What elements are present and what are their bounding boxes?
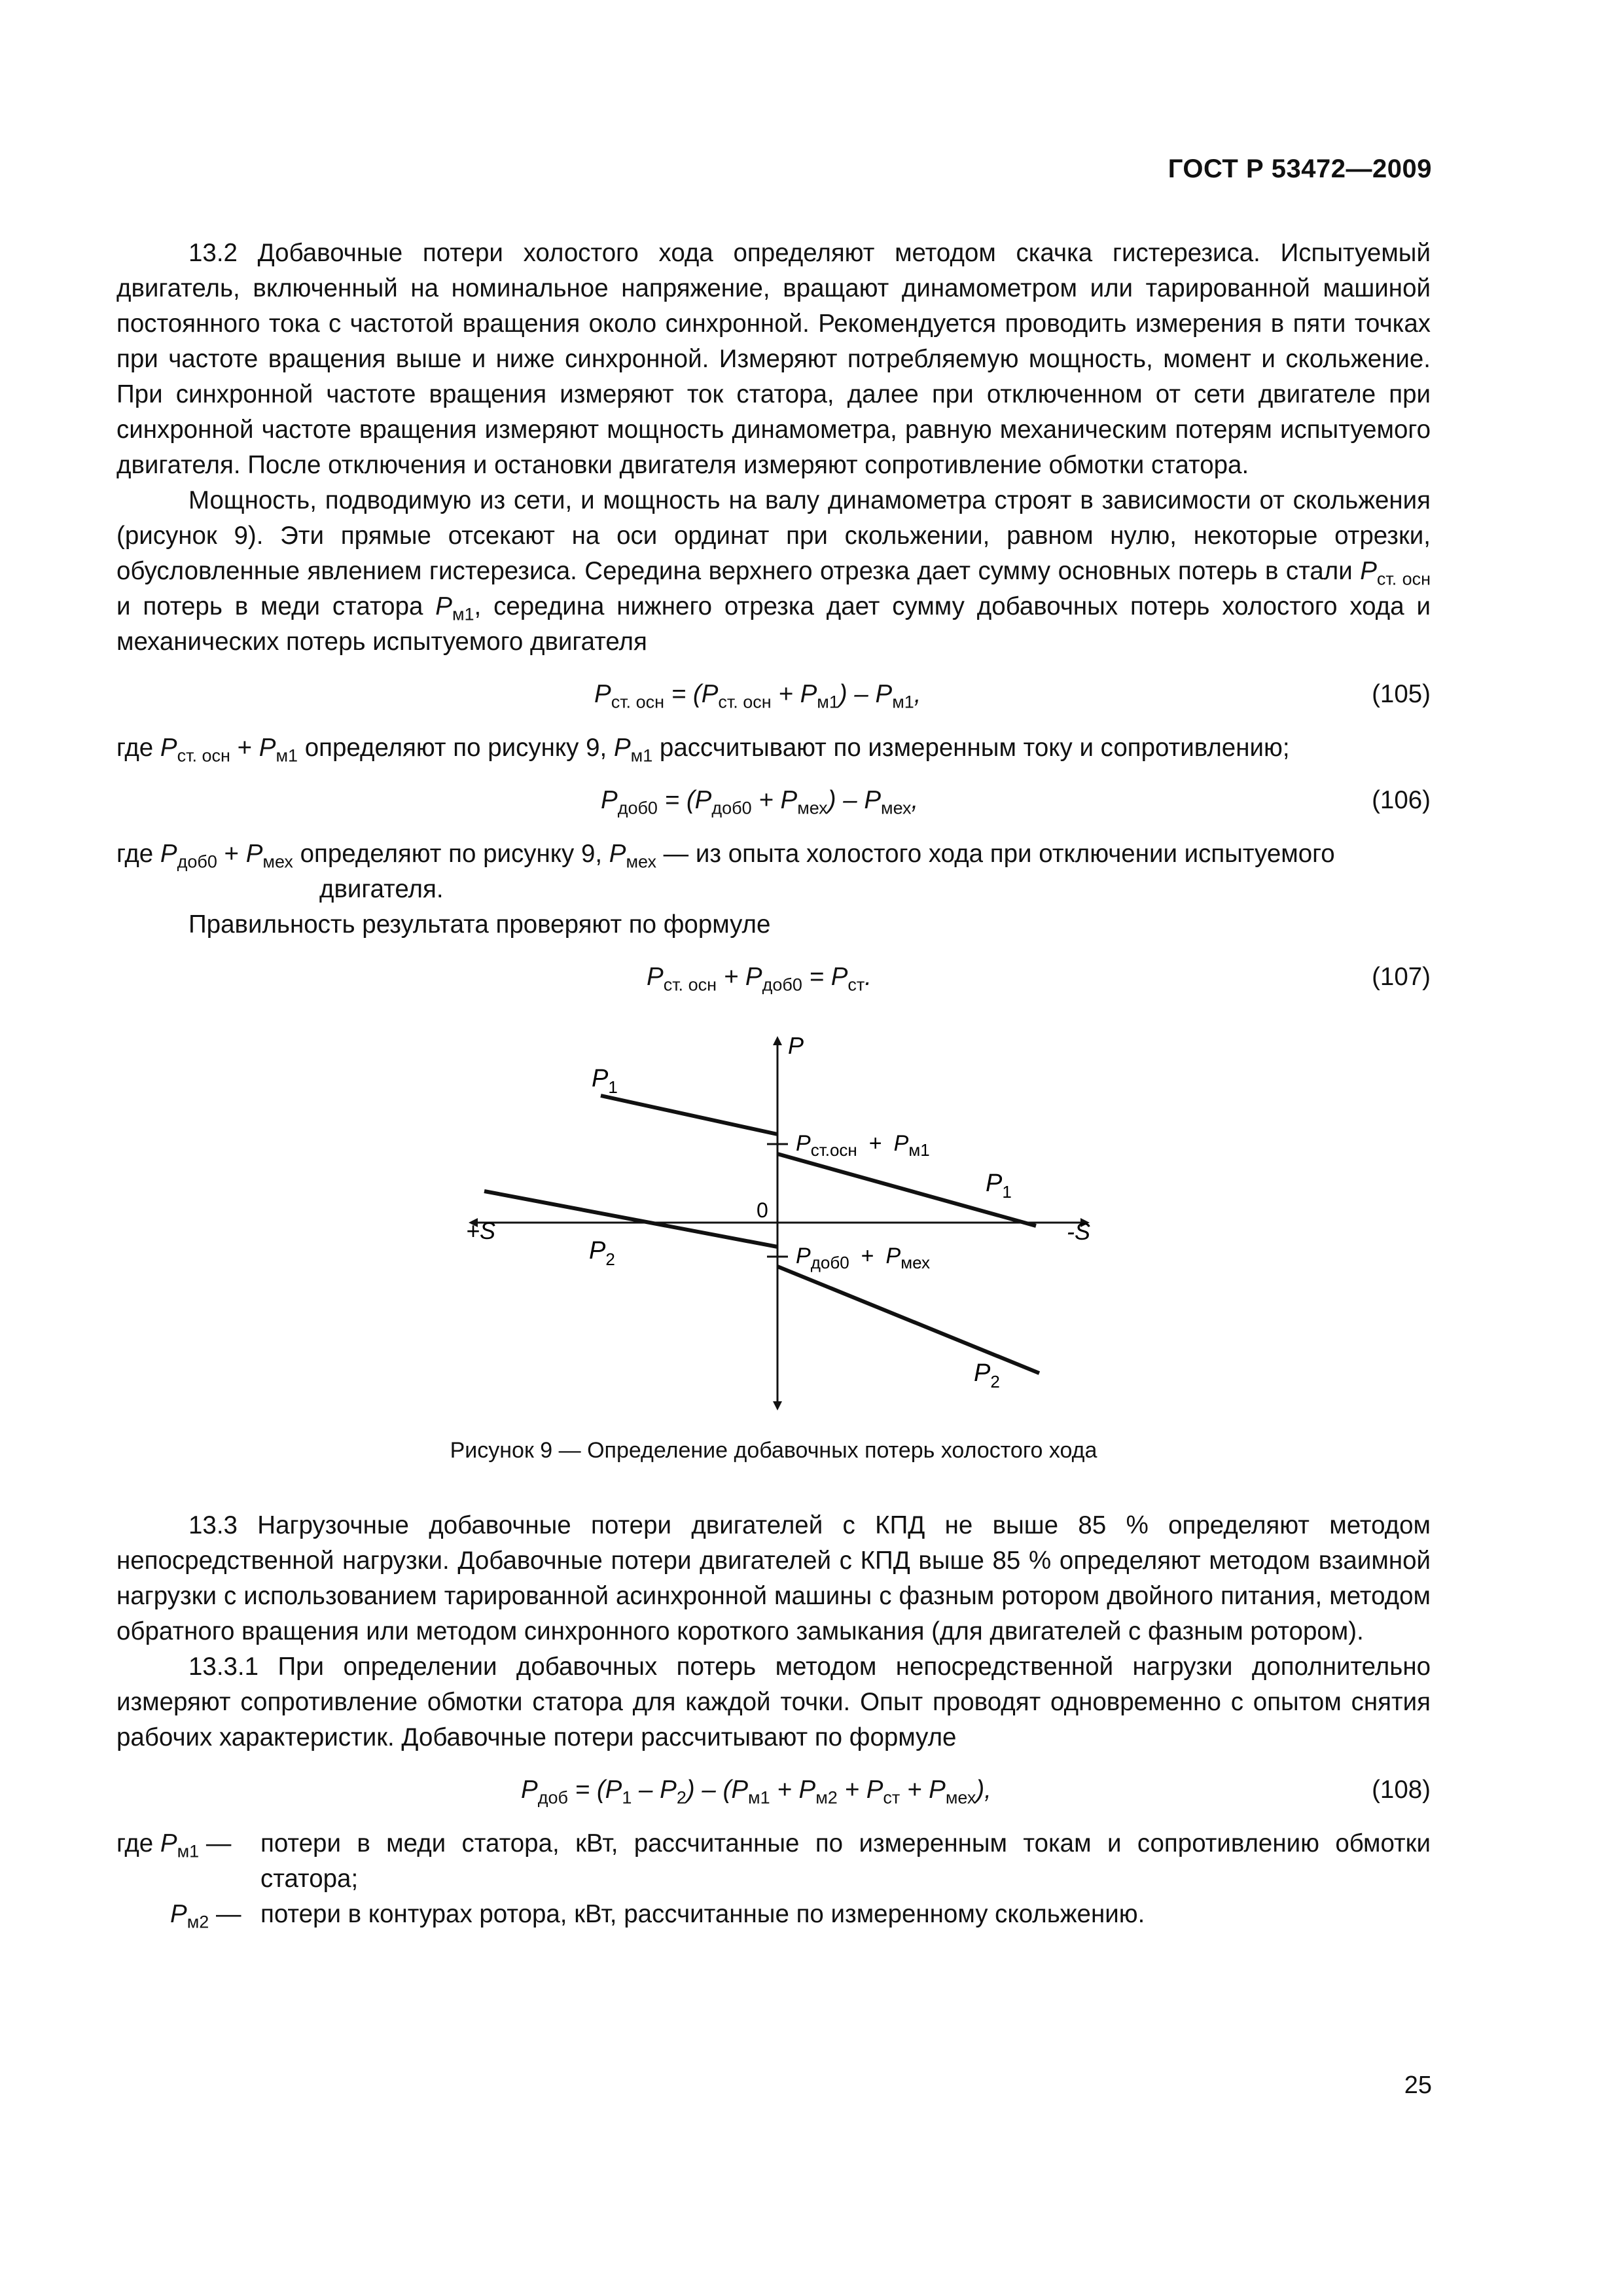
formula-number: (106) — [1372, 786, 1431, 814]
check-formula-intro: Правильность результата проверяют по формуле — [188, 910, 771, 939]
formula-108: $P_{доб} = (P_1 - P_2) - (P_{м1} + P_{м2} + P_{ст} + P_{мех})$, (108) — [116, 1771, 1431, 1809]
paragraph-13-3-1: 13.3.1 При определении добавочных потерь методом непосредственной нагрузки дополнительно измеряют сопротивление обмотки статора для каждой точки. Опыт проводят одновременно с опытом снятия рабочих характеристик. Добавочные потери рассчитывают по формуле — [116, 1653, 1431, 1751]
upper-segment-label: $P_{ст.осн} + P_{м1}$ — [796, 1131, 930, 1160]
x-axis-left-label: +S — [466, 1217, 496, 1244]
figure-9 — [116, 1013, 1431, 1432]
p1-line-left — [601, 1096, 777, 1134]
lower-segment-label: $P_{доб0} + P_{мех}$ — [796, 1244, 930, 1272]
paragraph-13-2-figure-ref: Мощность, подводимую из сети, и мощность на валу динамометра строят в зависимости от скольжения (рисунок 9). Эти прямые отсекают на оси ординат при скольжении, равном нулю, некоторые отрезки, обусловленные явлением гистерезиса. Середина верхнего отрезка дает сумму основных потерь в стали $P_{ст. осн}$ и потерь в меди статора $P_{м1}$, середина нижнего отрезка дает сумму добавочных потерь холостого хода и механических потерь испытуемого двигателя — [116, 486, 1431, 656]
formula-105: $P_{ст. осн} = (P_{ст. осн} + P_{м1}) - P_{м1}$, (105) — [116, 675, 1431, 713]
definition-pm1: где $P_{м1}$ — потери в меди статора, кВт, рассчитанные по измеренным токам и сопротивлению обмотки статора; — [116, 1829, 1431, 1893]
paragraph-13-2: 13.2 Добавочные потери холостого хода определяют методом скачка гистерезиса. Испытуемый двигатель, включенный на номинальное напряжение, вращают динамометром или тарированной машиной постоянного тока с частотой вращения около синхронной. Рекомендуется проводить измерения в пяти точках при частоте вращения выше и ниже синхронной. Измеряют потребляемую мощность, момент и скольжение. При синхронной частоте вращения измеряют ток статора, далее при отключенном от сети двигателе при синхронной частоте вращения измеряют мощность динамометра, равную механическим потерям испытуемого двигателя. После отключения и остановки двигателя измеряют сопротивление обмотки статора. — [116, 239, 1431, 479]
document-header: ГОСТ Р 53472—2009 — [1168, 154, 1432, 183]
y-axis-label: P — [788, 1032, 804, 1059]
x-axis-right-label: -S — [1067, 1218, 1090, 1245]
formula-106: $P_{доб0} = (P_{доб0} + P_{мех}) - P_{мех}$, (106) — [116, 781, 1431, 819]
p1-label-upper-left: $P_1$ — [592, 1065, 618, 1097]
definition-pm2: $P_{м2}$ — потери в контурах ротора, кВт, рассчитанные по измеренному скольжению. — [170, 1900, 1145, 1932]
p1-label-right: $P_1$ — [986, 1170, 1012, 1202]
p2-label-left: $P_2$ — [589, 1237, 615, 1269]
p2-line-left — [484, 1191, 777, 1247]
p2-line-right — [777, 1266, 1039, 1373]
where-106: где $P_{доб0} + P_{мех}$ определяют по рисунку 9, $P_{мех}$ — из опыта холостого хода при отключении испытуемого двигателя. — [116, 840, 1335, 903]
paragraph-13-3: 13.3 Нагрузочные добавочные потери двигателей с КПД не выше 85 % определяют методом непосредственной нагрузки. Добавочные потери двигателей с КПД выше 85 % определяют методом взаимной нагрузки с использованием тарированной асинхронной машины с фазным ротором двойного питания, методом обратного вращения или методом синхронного короткого замыкания (для двигателей с фазным ротором). — [116, 1511, 1431, 1645]
figure-9-diagram — [116, 1013, 1431, 1432]
figure-9-caption: Рисунок 9 — Определение добавочных потерь холостого хода — [450, 1438, 1097, 1463]
page-body — [116, 236, 1431, 1932]
formula-107: $P_{ст. осн} + P_{доб0} = P_{ст}$. (107) — [116, 958, 1431, 996]
page-number: 25 — [1404, 2072, 1432, 2099]
origin-label: 0 — [757, 1198, 768, 1222]
p2-label-right: $P_2$ — [974, 1359, 1000, 1391]
formula-number: (105) — [1372, 680, 1431, 708]
formula-number: (108) — [1372, 1776, 1431, 1804]
where-105: где $P_{ст. осн} + P_{м1}$ определяют по рисунку 9, $P_{м1}$ рассчитывают по измеренным току и сопротивлению; — [116, 734, 1290, 766]
formula-number: (107) — [1372, 963, 1431, 991]
